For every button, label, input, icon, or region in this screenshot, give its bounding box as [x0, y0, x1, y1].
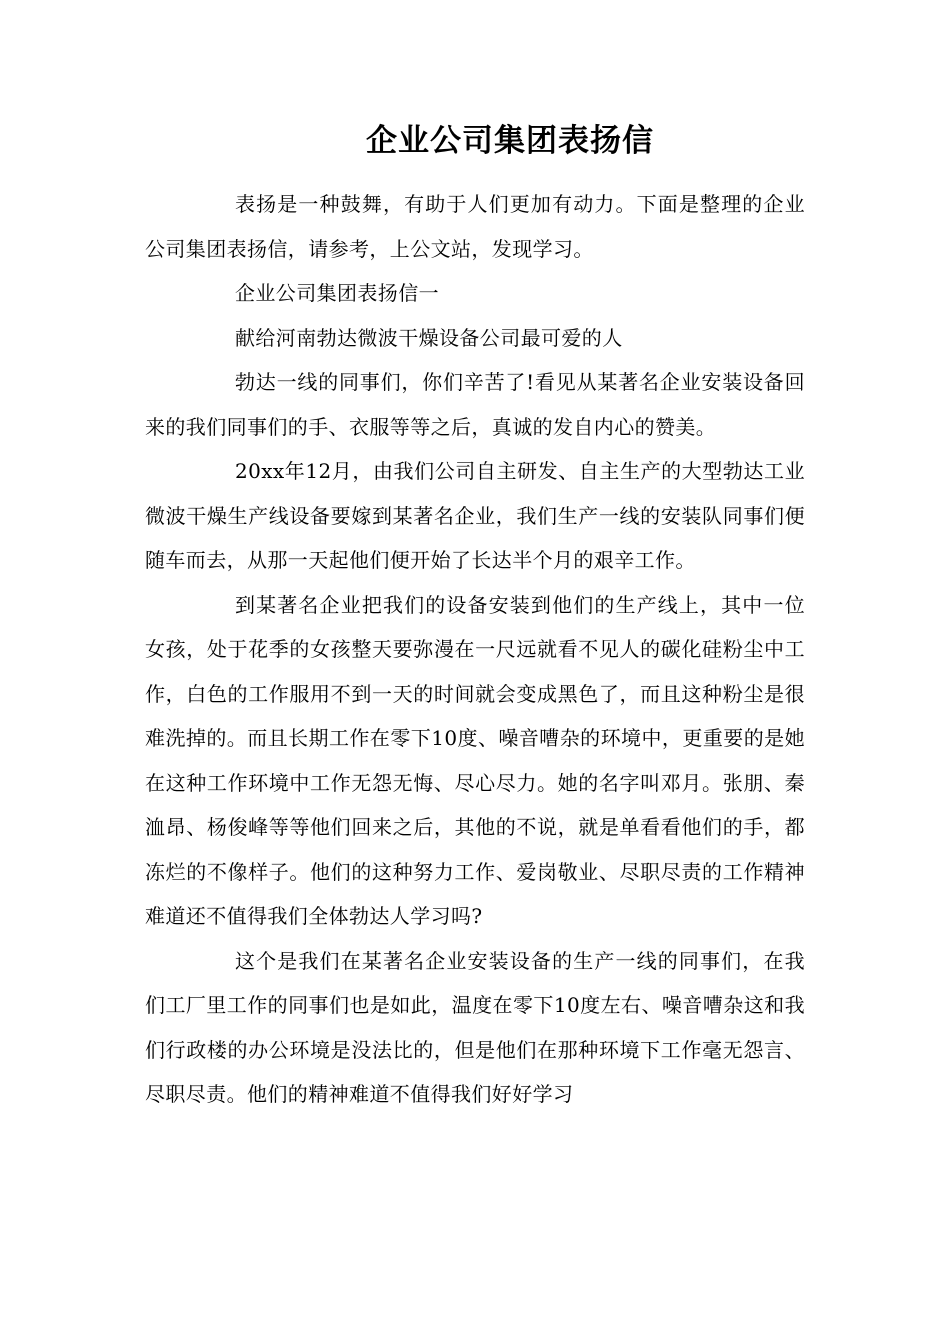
- document-body: [145, 182, 805, 1117]
- paragraph-intro: 表扬是一种鼓舞，有助于人们更加有动力。下面是整理的企业公司集团表扬信，请参考，上公文站，发现学习。: [145, 192, 805, 261]
- paragraph-installation: 到某著名企业把我们的设备安装到他们的生产线上，其中一位女孩，处于花季的女孩整天要弥漫在一尺远就看不见人的碳化硅粉尘中工作，白色的工作服用不到一天的时间就会变成黑色了，而且这种粉尘是很难洗掉的。而且长期工作在零下10度、噪音嘈杂的环境中，更重要的是她在这种工作环境中工作无怨无悔、尽心尽力。她的名字叫邓月。张朋、秦洫昂、杨俊峰等等他们回来之后，其他的不说，就是单看看他们的手，都冻烂的不像样子。他们的这种努力工作、爱岗敬业、尽职尽责的工作精神难道还不值得我们全体勃达人学习吗?: [145, 592, 805, 928]
- paragraph-factory: 这个是我们在某著名企业安装设备的生产一线的同事们，在我们工厂里工作的同事们也是如此，温度在零下10度左右、噪音嘈杂这和我们行政楼的办公环境是没法比的，但是他们在那种环境下工作毫无怨言、尽职尽责。他们的精神难道不值得我们好好学习: [145, 948, 805, 1106]
- paragraph-greeting: 勃达一线的同事们，你们辛苦了!看见从某著名企业安装设备回来的我们同事们的手、衣服等等之后，真诚的发自内心的赞美。: [145, 370, 805, 439]
- paragraph-letter-heading: 企业公司集团表扬信一: [235, 281, 439, 305]
- paragraph-background: 20xx年12月，由我们公司自主研发、自主生产的大型勃达工业微波干燥生产线设备要嫁到某著名企业，我们生产一线的安装队同事们便随车而去，从那一天起他们便开始了长达半个月的艰辛工作。: [145, 459, 805, 572]
- paragraph-dedication: 献给河南勃达微波干燥设备公司最可爱的人: [235, 325, 623, 350]
- document-title: 企业公司集团表扬信: [366, 123, 654, 159]
